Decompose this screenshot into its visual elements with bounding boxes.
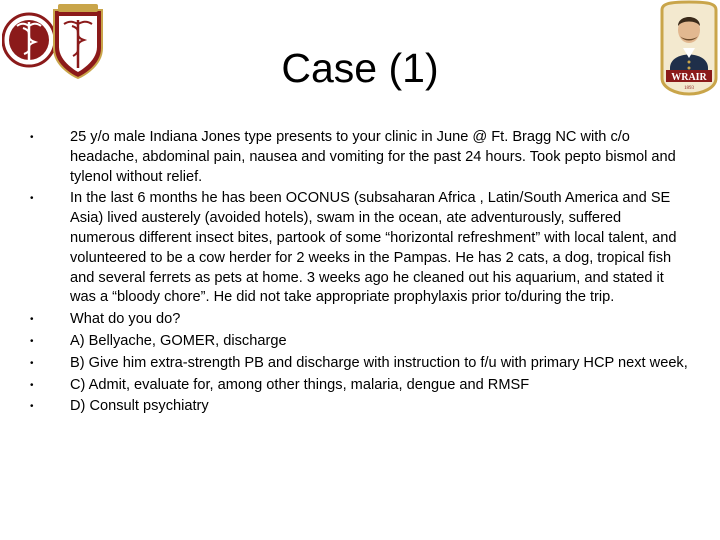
bullet-text: D) Consult psychiatry — [70, 398, 209, 415]
bullet-dot-icon: • — [30, 357, 34, 369]
wrair-label: WRAIR — [671, 72, 707, 83]
wrair-year: 1893 — [684, 86, 694, 91]
bullet-item — [30, 128, 690, 187]
bullet-dot-icon: • — [30, 132, 34, 143]
bullet-item — [30, 189, 690, 308]
bullet-item — [30, 354, 690, 374]
bullet-dot-icon: • — [30, 401, 34, 413]
bullet-text: 25 y/o male Indiana Jones type presents to your clinic in June @ Ft. Bragg NC with c/o headache, abdominal pain, nausea and vomiting for the past 24 hours. Took pepto bismol and tylenol without relief. — [70, 129, 676, 185]
bullet-text: In the last 6 months he has been OCONUS (subsaharan Africa , Latin/South America and SE Asia) lived austerely (avoided hotels), swam in the ocean, ate adventurously, suffered numerous different insect bites, partook of some “horizontal refreshment” with local talent, and volunteered to be a cow herder for 2 weeks in the Pampas. He has 2 cats, a dog, tropical fish and several ferrets as pets at home. 3 weeks ago he cleaned out his aquarium, and stated it was a “bloody chore”. He did not take appropriate prophylaxis prior to/during the trip. — [70, 190, 677, 306]
bullet-item — [30, 310, 690, 330]
bullet-text: What do you do? — [70, 311, 181, 328]
bullet-list — [30, 128, 690, 419]
bullet-text: C) Admit, evaluate for, among other things, malaria, dengue and RMSF — [70, 376, 530, 393]
slide-title: Case (1) — [281, 45, 439, 91]
bullet-item — [30, 397, 690, 417]
bullet-dot-icon: • — [30, 335, 34, 347]
bullet-dot-icon: • — [30, 379, 34, 391]
bullet-item — [30, 332, 690, 352]
bullet-dot-icon: • — [30, 314, 34, 326]
bullet-text: B) Give him extra-strength PB and discharge with instruction to f/u with primary HCP next week, — [70, 354, 688, 371]
bullet-item — [30, 376, 690, 396]
bullet-dot-icon: • — [30, 193, 34, 205]
bullet-text: A) Bellyache, GOMER, discharge — [70, 332, 287, 349]
